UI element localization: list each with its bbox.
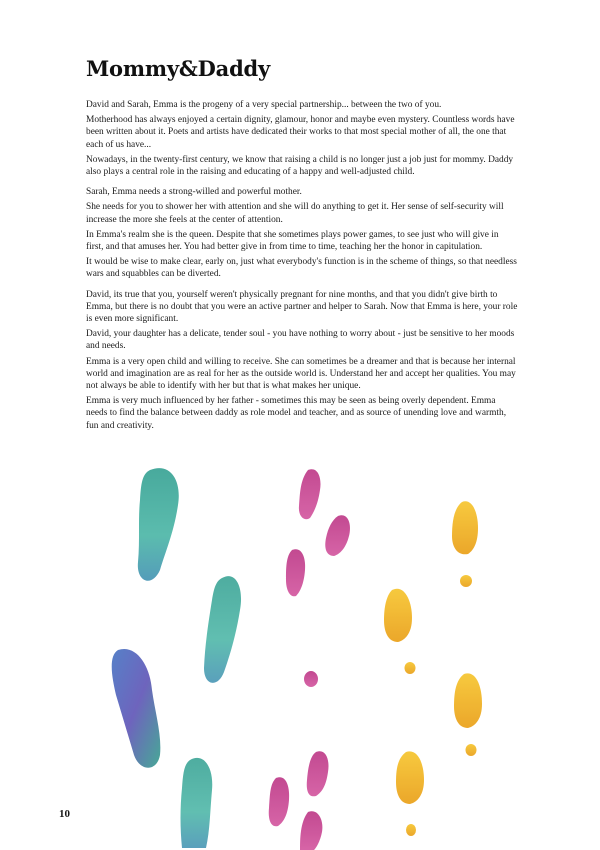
paragraph: Motherhood has always enjoyed a certain dignity, glamour, honor and maybe even mystery. Countless words have been written about it. Poets and artists have dedicated their works to that most special mother of all, the one that each of us have... — [86, 115, 515, 150]
yellow-dot — [406, 824, 416, 836]
magenta-footprint — [300, 811, 322, 850]
blue-footprint — [112, 649, 161, 768]
teal-footprint — [204, 576, 241, 683]
paragraph: It would be wise to make clear, early on, just what everybody's function is in the scheme of things, so that needless wars and squabbles can be diverted. — [86, 257, 517, 280]
paragraph: David, its true that you, yourself weren't physically pregnant for nine months, and that you didn't give birth to Emma, but there is no doubt that you were an active partner and helper to Sarah. Now that Emma is here, your role is even more significant. — [86, 289, 518, 325]
body-text — [86, 99, 518, 435]
yellow-footprint — [396, 751, 424, 804]
paragraph: Emma is very much influenced by her father - sometimes this may be seen as being overly dependent. Emma needs to find the balance between daddy as role model and teacher, and as source of unending love and warmth, fun and creativity. — [86, 396, 507, 431]
yellow-footprint — [454, 673, 482, 728]
paragraph: She needs for you to shower her with attention and she will do anything to get it. Her sense of self-security will increase the more she feels at the center of attention. — [86, 202, 504, 225]
page-number: 10 — [59, 808, 70, 820]
magenta-footprint — [307, 751, 329, 796]
paragraph: Emma is a very open child and willing to receive. She can sometimes be a dreamer and that is because her internal world and imagination are as real for her as the outside world is. Understand her and accept her qualities. You may not always be able to identify with her but that is what makes her unique. — [86, 356, 516, 392]
yellow-dot — [460, 575, 472, 587]
yellow-dot — [405, 662, 416, 674]
magenta-dot — [304, 671, 318, 687]
paragraph: Sarah, Emma needs a strong-willed and powerful mother. — [86, 187, 302, 198]
paragraph: In Emma's realm she is the queen. Despite that she sometimes plays power games, to see just who will give in first, and that amuses her. You had better give in from time to time, teaching her the honor in capitulation. — [86, 229, 499, 253]
footprints-illustration — [0, 450, 600, 850]
yellow-dot — [466, 744, 477, 756]
paragraph: David, your daughter has a delicate, tender soul - you have nothing to worry about - just be sensitive to her moods and needs. — [86, 329, 515, 352]
teal-blue-footprints — [112, 468, 241, 848]
yellow-footprint — [452, 501, 478, 554]
magenta-footprint — [269, 777, 289, 826]
paragraph: David and Sarah, Emma is the progeny of a very special partnership... between the two of you. — [86, 100, 442, 110]
magenta-footprint — [286, 549, 305, 596]
teal-footprint — [181, 758, 213, 848]
yellow-footprint — [384, 589, 412, 642]
teal-footprint — [138, 468, 179, 581]
magenta-footprint — [299, 469, 321, 519]
magenta-footprint — [325, 515, 350, 556]
yellow-footprints — [384, 501, 482, 836]
magenta-footprints — [269, 469, 350, 850]
paragraph: Nowadays, in the twenty-first century, we know that raising a child is no longer just a job just for mommy. Daddy also plays a central role in the raising and educating of a happy and well-adjusted child. — [86, 154, 514, 178]
page-title: Mommy&Daddy — [86, 56, 271, 81]
